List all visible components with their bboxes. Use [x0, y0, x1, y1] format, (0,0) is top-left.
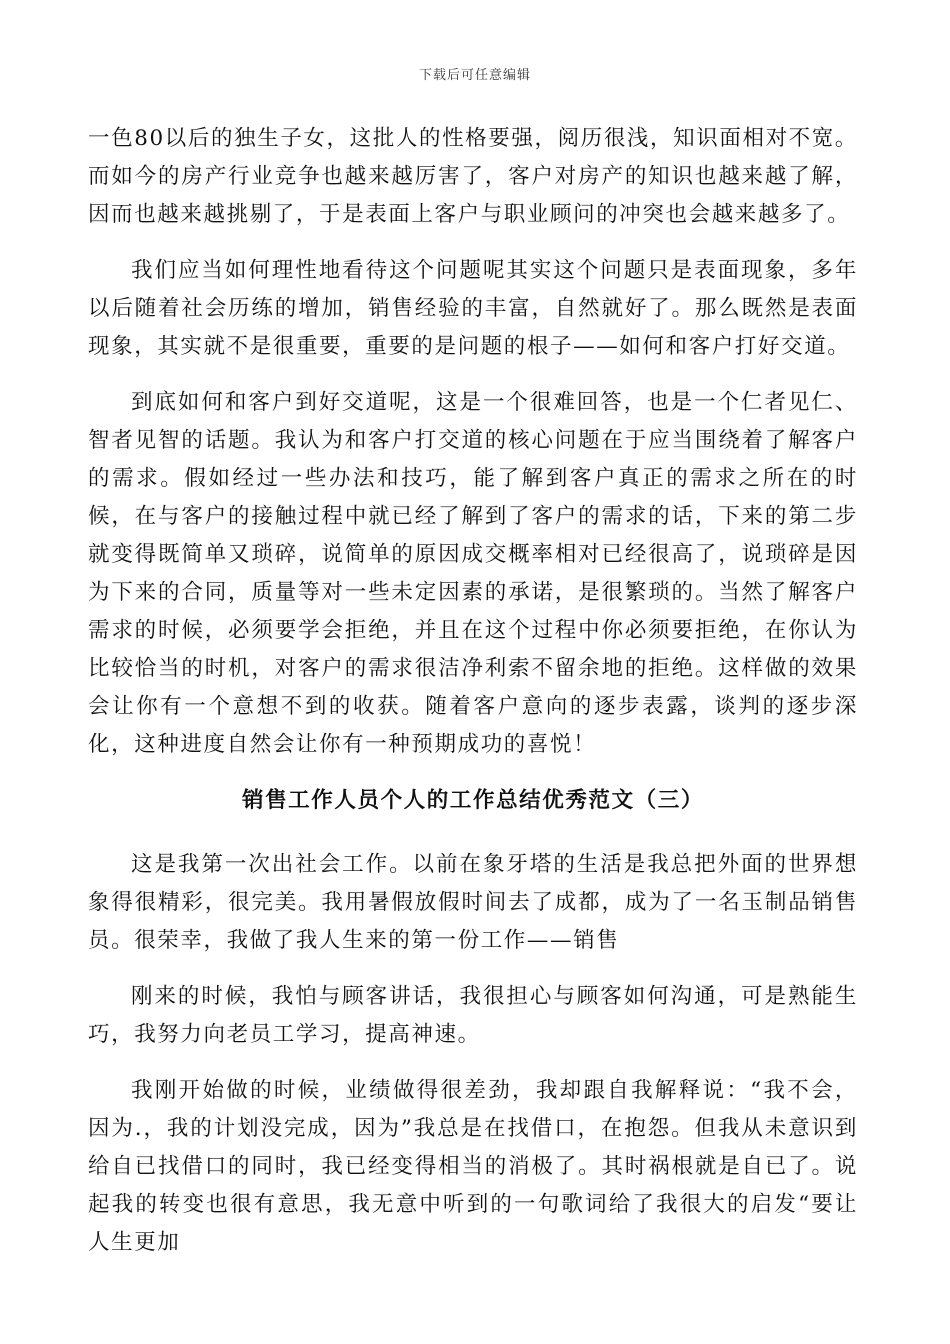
paragraph-1: 一色80以后的独生子女，这批人的性格要强，阅历很浅，知识面相对不宽。而如今的房产行业竞争也越来越厉害了，客户对房产的知识也越来越了解，因而也越来越挑剔了，于是表面上客户与职业顾问的冲突也会越来越多了。 [88, 126, 858, 227]
paragraph-5: 刚来的时候，我怕与顾客讲话，我很担心与顾客如何沟通，可是熟能生巧，我努力向老员工学习，提高神速。 [88, 984, 858, 1047]
section-title: 销售工作人员个人的工作总结优秀范文（三） [241, 788, 704, 813]
paragraph-6: 我刚开始做的时候，业绩做得很差劲，我却跟自我解释说：“我不会，因为.，我的计划没完成，因为”我总是在找借口，在抱怨。但我从未意识到给自已找借口的同时，我已经变得相当的消极了。其时祸根就是自已了。说起我的转变也很有意思，我无意中听到的一句歌词给了我很大的启发“要让人生更加 [88, 1078, 858, 1255]
document-body [88, 120, 858, 1280]
paragraph-2: 我们应当如何理性地看待这个问题呢其实这个问题只是表面现象，多年以后随着社会历练的增加，销售经验的丰富，自然就好了。那么既然是表面现象，其实就不是很重要，重要的是问题的根子——如何和客户打好交道。 [88, 258, 858, 359]
paragraph-3: 到底如何和客户到好交道呢，这是一个很难回答，也是一个仁者见仁、智者见智的话题。我认为和客户打交道的核心问题在于应当围绕着了解客户的需求。假如经过一些办法和技巧，能了解到客户真正的需求之所在的时候，在与客户的接触过程中就已经了解到了客户的需求的话，下来的第二步就变得既简单又琐碎，说简单的原因成交概率相对已经很高了，说琐碎是因为下来的合同，质量等对一些未定因素的承诺，是很繁琐的。当然了解客户需求的时候，必须要学会拒绝，并且在这个过程中你必须要拒绝，在你认为比较恰当的时机，对客户的需求很洁净利索不留余地的拒绝。这样做的效果会让你有一个意想不到的收获。随着客户意向的逐步表露，谈判的逐步深化，这种进度自然会让你有一种预期成功的喜悦！ [88, 390, 858, 757]
paragraph-4: 这是我第一次出社会工作。以前在象牙塔的生活是我总把外面的世界想象得很精彩，很完美。我用暑假放假时间去了成都，成为了一名玉制品销售员。很荣幸，我做了我人生来的第一份工作——销售 [88, 852, 858, 953]
page-header: 下载后可任意编辑 [418, 68, 531, 83]
